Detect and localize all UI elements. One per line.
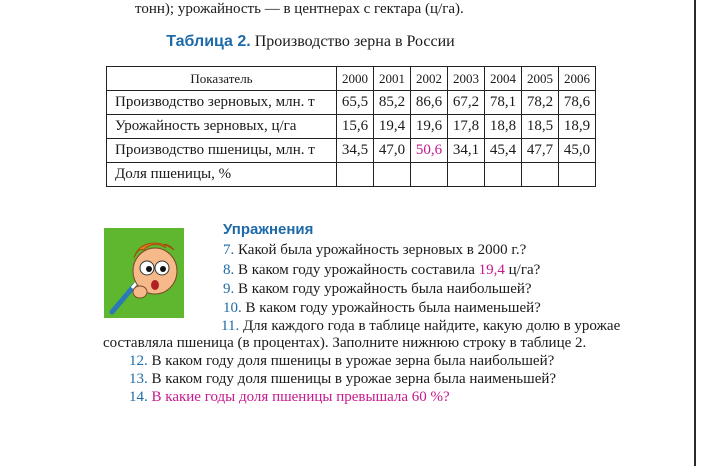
header-year: 2005 — [522, 67, 559, 91]
grain-production-table — [106, 66, 596, 187]
mascot-svg — [104, 228, 184, 318]
table-cell: 45,4 — [485, 139, 522, 163]
table-cell: 18,5 — [522, 115, 559, 139]
header-year: 2000 — [337, 67, 374, 91]
header-year: 2003 — [448, 67, 485, 91]
table-cell: 47,0 — [374, 139, 411, 163]
row-label: Урожайность зерновых, ц/га — [107, 115, 337, 139]
table-cell-empty — [522, 163, 559, 187]
table-cell: 19,4 — [374, 115, 411, 139]
table-cell: 18,9 — [559, 115, 596, 139]
exercises-title: Упражнения — [223, 221, 314, 238]
exercise-text: ц/га? — [508, 262, 541, 278]
exercise-number: 13. — [129, 371, 148, 387]
exercise-number: 9. — [223, 281, 235, 297]
exercise-item — [129, 389, 450, 406]
exercise-text: Для каждого года в таблице найдите, какую долю в урожае — [242, 318, 621, 334]
exercise-highlight: 19,4 — [478, 262, 505, 278]
exercise-text: В каком году урожайность была наименьшей? — [245, 300, 541, 316]
caption-title: Производство зерна в России — [254, 33, 455, 50]
table-cell-empty — [411, 163, 448, 187]
header-year: 2006 — [559, 67, 596, 91]
table-cell: 67,2 — [448, 91, 485, 115]
table-cell: 15,6 — [337, 115, 374, 139]
intro-text: тонн); урожайность — в центнерах с гектара (ц/га). — [135, 1, 464, 17]
table-cell-empty — [337, 163, 374, 187]
table-row — [107, 115, 596, 139]
exercise-text: В каком году доля пшеницы в урожае зерна была наибольшей? — [151, 353, 555, 369]
row-label: Производство зерновых, млн. т — [107, 91, 337, 115]
header-year: 2002 — [411, 67, 448, 91]
exercise-number: 14. — [129, 389, 148, 405]
exercise-item — [223, 300, 541, 317]
table-cell: 18,8 — [485, 115, 522, 139]
row-label: Производство пшеницы, млн. т — [107, 139, 337, 163]
table-caption — [0, 33, 661, 51]
table-cell-empty — [448, 163, 485, 187]
table-cell-empty — [559, 163, 596, 187]
exercise-item — [129, 371, 556, 388]
table-cell: 47,7 — [522, 139, 559, 163]
table-cell: 78,2 — [522, 91, 559, 115]
table-cell: 78,6 — [559, 91, 596, 115]
table-row — [107, 139, 596, 163]
exercise-item — [129, 353, 554, 370]
exercise-number: 11. — [221, 318, 240, 334]
exercise-text: В каком году доля пшеницы в урожае зерна была наименьшей? — [151, 371, 557, 387]
exercise-item — [223, 281, 532, 298]
table-header-row — [107, 67, 596, 91]
exercise-number: 7. — [223, 242, 235, 258]
table-cell-empty — [485, 163, 522, 187]
caption-label: Таблица 2. — [166, 33, 251, 50]
table-cell: 19,6 — [411, 115, 448, 139]
table-cell-empty — [374, 163, 411, 187]
page-edge-line — [694, 0, 696, 466]
exercise-text: Какой была урожайность зерновых в 2000 г.? — [238, 242, 527, 258]
table-cell: 34,1 — [448, 139, 485, 163]
exercise-number: 8. — [223, 262, 235, 278]
exercise-text: В каком году урожайность была наибольшей? — [238, 281, 532, 297]
table-cell: 17,8 — [448, 115, 485, 139]
exercise-item — [223, 242, 526, 259]
header-indicator: Показатель — [107, 67, 337, 91]
table-cell: 86,6 — [411, 91, 448, 115]
table-cell: 34,5 — [337, 139, 374, 163]
table-cell: 45,0 — [559, 139, 596, 163]
exercise-number: 12. — [129, 353, 148, 369]
exercise-item — [223, 262, 540, 279]
exercise-item-continuation: составляла пшеница (в процентах). Заполните нижнюю строку в таблице 2. — [103, 335, 587, 351]
row-label: Доля пшеницы, % — [107, 163, 337, 187]
table-cell: 85,2 — [374, 91, 411, 115]
table-cell-highlighted: 50,6 — [411, 139, 448, 163]
table-row — [107, 163, 596, 187]
exercise-text: В каком году урожайность составила — [238, 262, 475, 278]
exercise-item — [221, 318, 620, 335]
exercise-text: В какие годы доля пшеницы превышала 60 %? — [151, 389, 450, 405]
header-year: 2004 — [485, 67, 522, 91]
boy-with-pen-illustration — [104, 228, 184, 318]
exercise-number: 10. — [223, 300, 242, 316]
header-year: 2001 — [374, 67, 411, 91]
table-row — [107, 91, 596, 115]
table-cell: 78,1 — [485, 91, 522, 115]
table-cell: 65,5 — [337, 91, 374, 115]
